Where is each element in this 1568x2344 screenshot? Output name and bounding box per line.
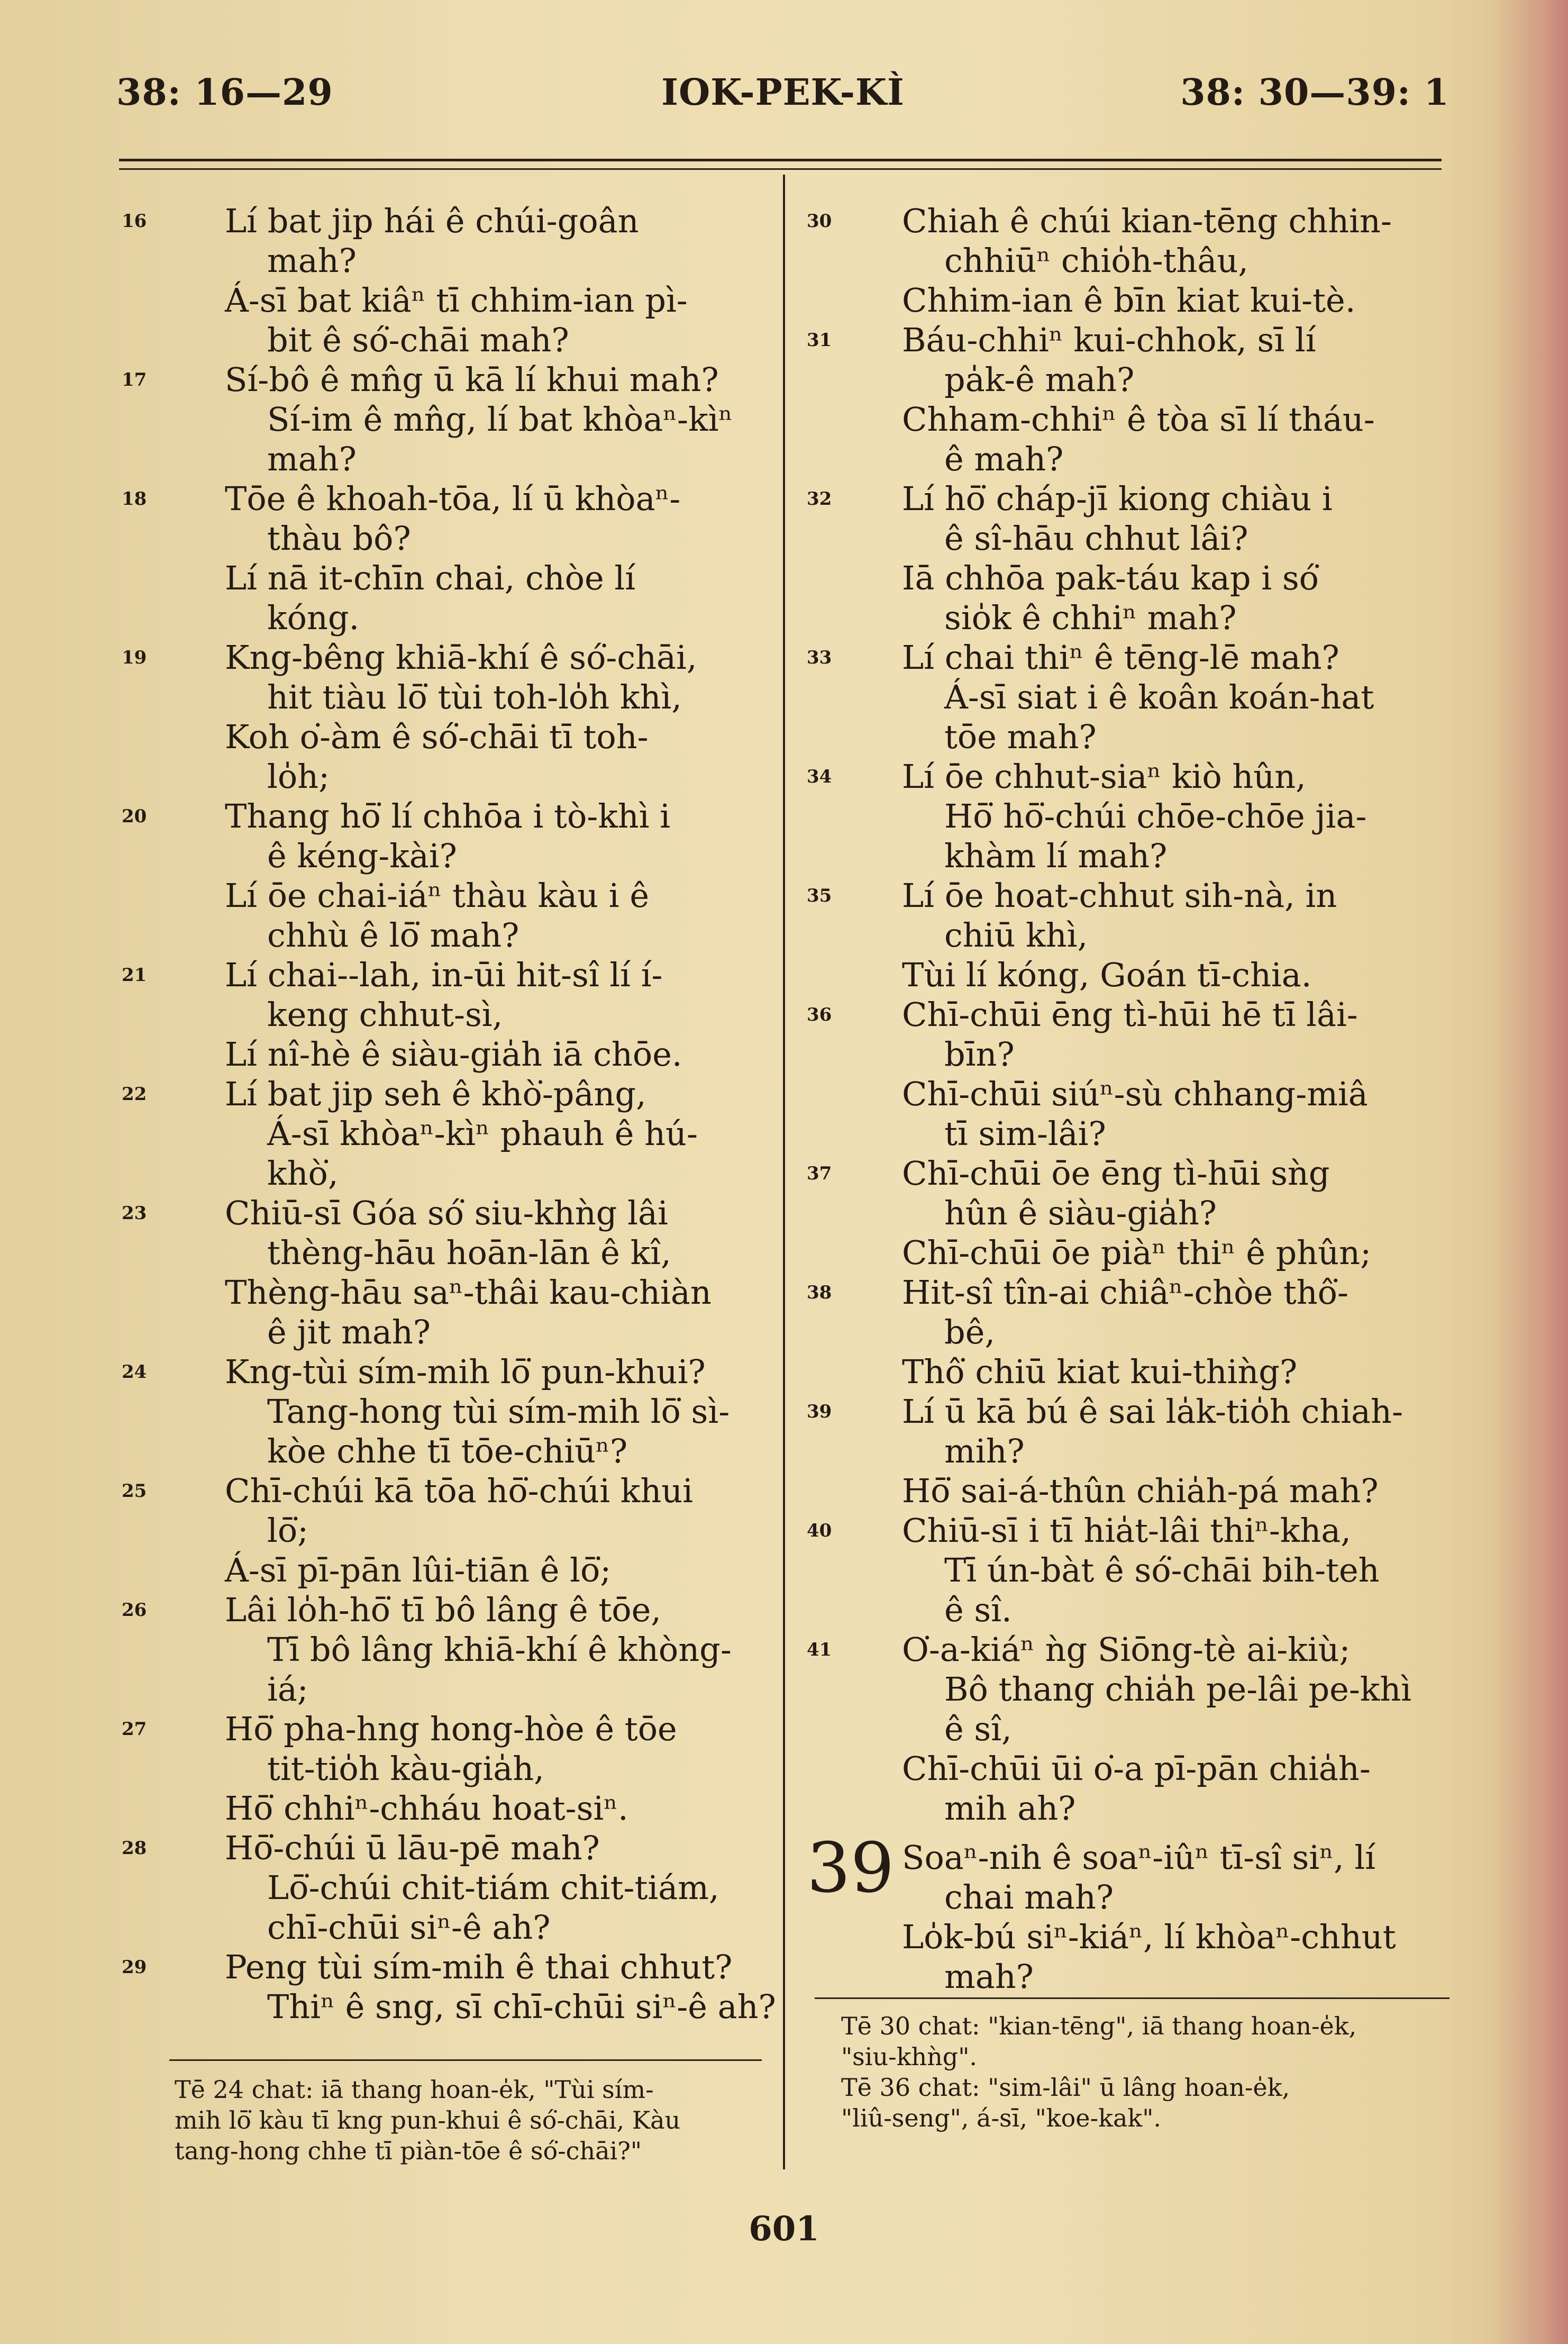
verse-line: Lí chai thiⁿ ê tēng-lē mah? — [902, 638, 1339, 677]
verse-line: kóng. — [267, 598, 360, 637]
verse-block — [122, 1947, 776, 2027]
footnote-rule-right — [815, 1997, 1450, 1999]
verse-line: Thô͘ chiū kiat kui-thiǹg? — [902, 1352, 1298, 1391]
verse-line: Chī-chūi ōe ēng tì-hūi sǹg — [902, 1154, 1330, 1193]
verse-block — [122, 1709, 767, 1788]
verse-block — [122, 1828, 767, 1947]
verse-line: Chiū-sī i tī hia̍t-lâi thiⁿ-kha, — [902, 1511, 1351, 1550]
footnote-right — [841, 2011, 1450, 2133]
page-edge-stain — [1494, 0, 1568, 2344]
verse-line: khàm lí mah? — [944, 837, 1168, 875]
verse-block — [122, 1471, 767, 1550]
verse-line: Thèng-hāu saⁿ-thâi kau-chiàn — [225, 1273, 712, 1312]
verse-block — [807, 280, 1457, 320]
verse-line: Lí bat jip seh ê khò͘-pâng, — [225, 1075, 646, 1113]
book-title: IOK-PEK-KÌ — [661, 71, 905, 114]
verse-line: Á-sī khòaⁿ-kìⁿ phauh ê hú- — [267, 1114, 698, 1153]
verse-number: 24 — [122, 1361, 147, 1383]
verse-line: Báu-chhiⁿ kui-chhok, sī lí — [902, 321, 1316, 359]
verse-line: thèng-hāu hoān-lān ê kî, — [267, 1233, 671, 1272]
header-verse-range-right: 38: 30—39: 1 — [1180, 71, 1450, 114]
verse-line: bit ê só͘-chāi mah? — [267, 321, 569, 359]
verse-number: 27 — [122, 1719, 147, 1740]
verse-line: thàu bô? — [267, 519, 411, 558]
verse-line: Hō͘-chúi ū lāu-pē mah? — [225, 1829, 600, 1867]
verse-line: keng chhut-sì, — [267, 995, 503, 1034]
verse-line: chhiūⁿ chio̍h-thâu, — [944, 241, 1249, 280]
verse-line: khò͘, — [267, 1154, 339, 1193]
verse-line: Chī-chúi kā tōa hō͘-chúi khui — [225, 1471, 694, 1510]
verse-line: mah? — [267, 440, 357, 478]
verse-line: Koh o͘-àm ê só͘-chāi tī toh- — [225, 717, 649, 756]
verse-line: sio̍k ê chhiⁿ mah? — [944, 598, 1237, 637]
footnote-line: "siu-khǹg". — [841, 2042, 977, 2071]
verse-block — [807, 1352, 1457, 1392]
verse-block — [122, 717, 767, 796]
footnote-line: tang-hong chhe tī piàn-tōe ê só͘-chāi?" — [175, 2137, 642, 2165]
verse-line: Lí ōe chai-iáⁿ thàu kàu i ê — [225, 876, 650, 915]
verse-line: chiū khì, — [944, 916, 1088, 955]
verse-number: 25 — [122, 1480, 147, 1502]
verse-line: Tang-hong tùi sím-mih lō͘ sì- — [267, 1392, 730, 1431]
verse-line: chī-chūi siⁿ-ê ah? — [267, 1908, 551, 1947]
verse-block — [807, 955, 1457, 995]
verse-line: bīn? — [944, 1035, 1015, 1074]
verse-number: 19 — [122, 647, 147, 668]
verse-line: ê jit mah? — [267, 1313, 431, 1351]
verse-block — [122, 558, 767, 638]
verse-number: 40 — [807, 1520, 832, 1541]
verse-line: Chī-chūi ōe piàⁿ thiⁿ ê phûn; — [902, 1233, 1371, 1272]
verse-line: Á-sī siat i ê koân koán-hat — [944, 678, 1374, 716]
verse-line: Hit-sî tîn-ai chiâⁿ-chòe thô͘- — [902, 1273, 1348, 1312]
verse-line: tit-tio̍h kàu-gia̍h, — [267, 1749, 544, 1788]
verse-line: lō͘; — [267, 1511, 309, 1550]
verse-line: hûn ê siàu-gia̍h? — [944, 1194, 1217, 1232]
verse-number: 30 — [807, 211, 832, 232]
verse-line: kòe chhe tī tōe-chiūⁿ? — [267, 1432, 628, 1470]
verse-block — [122, 1590, 767, 1709]
verse-block — [807, 1749, 1457, 1828]
verse-line: Chiah ê chúi kian-tēng chhin- — [902, 202, 1392, 240]
verse-line: Lâi lo̍h-hō͘ tī bô lâng ê tōe, — [225, 1591, 662, 1629]
verse-line: Peng tùi sím-mih ê thai chhut? — [225, 1948, 733, 1986]
verse-number: 21 — [122, 965, 147, 986]
verse-block — [122, 479, 767, 558]
footnote-line: Tē 24 chat: iā thang hoan-e̍k, "Tùi sím- — [175, 2075, 654, 2104]
footnote-line: "liû-seng", á-sī, "koe-kak". — [841, 2104, 1162, 2132]
verse-block — [807, 399, 1457, 479]
verse-block — [807, 479, 1457, 558]
verse-line: Chī-chūi ēng tì-hūi hē tī lâi- — [902, 995, 1358, 1034]
verse-number: 26 — [122, 1600, 147, 1621]
verse-line: Chham-chhiⁿ ê tòa sī lí tháu- — [902, 400, 1375, 439]
verse-line: Soaⁿ-nih ê soaⁿ-iûⁿ tī-sî siⁿ, lí — [902, 1838, 1376, 1877]
chapter-number: 39 — [807, 1828, 895, 1908]
running-header — [116, 71, 1450, 119]
verse-line: Lí hō͘ cháp-jī kiong chiàu i — [902, 479, 1333, 518]
verse-number: 36 — [807, 1004, 832, 1025]
verse-block — [807, 638, 1457, 757]
verse-number: 31 — [807, 330, 832, 351]
verse-block — [122, 796, 767, 876]
verse-line: Sí-bô ê mn̂g ū kā lí khui mah? — [225, 360, 719, 399]
verse-line: Á-sī pī-pān lûi-tiān ê lō͘; — [225, 1551, 612, 1589]
verse-number: 18 — [122, 488, 147, 510]
verse-line: Chī-chūi ūi o͘-a pī-pān chia̍h- — [902, 1749, 1371, 1788]
verse-line: Lí ōe hoat-chhut sih-nà, in — [902, 876, 1337, 915]
verse-line: Thiⁿ ê sng, sī chī-chūi siⁿ-ê ah? — [267, 1987, 776, 2026]
verse-line: iá; — [267, 1670, 308, 1709]
verse-line: ê kéng-kài? — [267, 837, 457, 875]
verse-line: mah? — [267, 241, 357, 280]
verse-line: Lo̍k-bú siⁿ-kiáⁿ, lí khòaⁿ-chhut — [902, 1918, 1396, 1956]
verse-line: Bô thang chia̍h pe-lâi pe-khì — [944, 1670, 1412, 1709]
verse-block — [807, 757, 1457, 876]
verse-block — [807, 1273, 1457, 1352]
verse-number: 23 — [122, 1203, 147, 1224]
header-verse-range-left: 38: 16—29 — [116, 71, 333, 114]
verse-line: ê mah? — [944, 440, 1064, 478]
verse-line: ê sî-hāu chhut lâi? — [944, 519, 1248, 558]
verse-block — [807, 558, 1457, 638]
verse-line: lo̍h; — [267, 757, 330, 796]
footnote-rule-left — [169, 2059, 762, 2061]
verse-line: pa̍k-ê mah? — [944, 360, 1135, 399]
verse-number: 17 — [122, 369, 147, 390]
verse-block — [122, 1273, 767, 1352]
verse-line: hit tiàu lō͘ tùi toh-lo̍h khì, — [267, 678, 682, 716]
verse-line: tōe mah? — [944, 717, 1097, 756]
verse-block — [807, 1392, 1457, 1471]
footnote-left — [175, 2074, 767, 2166]
verse-line: Kng-tùi sím-mih lō͘ pun-khui? — [225, 1352, 706, 1391]
verse-block — [807, 1153, 1457, 1233]
verse-line: Tī ún-bàt ê só͘-chāi bih-teh — [944, 1551, 1380, 1589]
verse-line: tī sim-lâi? — [944, 1114, 1106, 1153]
verse-line: ê sî. — [944, 1591, 1012, 1629]
verse-block — [122, 1034, 767, 1074]
verse-block — [807, 320, 1457, 399]
verse-line: Hō͘ sai-á-thûn chia̍h-pá mah? — [902, 1471, 1379, 1510]
verse-block — [122, 360, 767, 479]
verse-number: 33 — [807, 647, 832, 668]
verse-number: 38 — [807, 1282, 832, 1303]
verse-line: Lí nî-hè ê siàu-gia̍h iā chōe. — [225, 1035, 682, 1074]
verse-number: 16 — [122, 211, 147, 232]
verse-line: Sí-im ê mn̂g, lí bat khòaⁿ-kìⁿ — [267, 400, 733, 439]
verse-line: Hō͘ chhiⁿ-chháu hoat-siⁿ. — [225, 1789, 628, 1828]
verse-line: Chiū-sī Góa só͘ siu-khǹg lâi — [225, 1194, 668, 1232]
verse-number: 34 — [807, 766, 832, 787]
verse-block — [122, 280, 767, 360]
verse-number: 22 — [122, 1084, 147, 1105]
verse-line: Lí bat jip hái ê chúi-goân — [225, 202, 639, 240]
verse-block — [122, 1788, 767, 1828]
right-column — [807, 201, 1457, 1996]
verse-line: Lí chai--lah, in-ūi hit-sî lí í- — [225, 956, 663, 994]
column-divider — [783, 175, 785, 2169]
verse-line: Kng-bêng khiā-khí ê só͘-chāi, — [225, 638, 697, 677]
verse-block — [807, 995, 1457, 1074]
verse-block — [122, 638, 767, 717]
verse-line: Tùi lí kóng, Goán tī-chia. — [902, 956, 1312, 994]
header-rule-thin — [119, 168, 1442, 170]
verse-line: Á-sī bat kiâⁿ tī chhim-ian pì- — [225, 281, 688, 320]
verse-line: Chhim-ian ê bīn kiat kui-tè. — [902, 281, 1356, 320]
verse-line: Lō͘-chúi chit-tiám chit-tiám, — [267, 1868, 719, 1907]
verse-number: 37 — [807, 1163, 832, 1184]
verse-line: Tōe ê khoah-tōa, lí ū khòaⁿ- — [225, 479, 681, 518]
verse-number: 32 — [807, 488, 832, 510]
footnote-line: Tē 36 chat: "sim-lâi" ū lâng hoan-e̍k, — [841, 2073, 1290, 2102]
verse-block — [807, 201, 1457, 280]
verse-block — [122, 1193, 767, 1273]
footnote-line: Tē 30 chat: "kian-tēng", iā thang hoan-e̍k, — [841, 2012, 1357, 2040]
verse-block — [122, 1550, 767, 1590]
verse-line: O͘-a-kiáⁿ ǹg Siōng-tè ai-kiù; — [902, 1630, 1351, 1669]
verse-block — [807, 1233, 1457, 1273]
verse-line: mih ah? — [944, 1789, 1076, 1828]
verse-line: Hō͘ hō͘-chúi chōe-chōe jia- — [944, 797, 1367, 835]
verse-number: 35 — [807, 885, 832, 906]
verse-line: chai mah? — [944, 1878, 1114, 1916]
verse-line: Hō͘ pha-hng hong-hòe ê tōe — [225, 1710, 677, 1748]
verse-block — [807, 1511, 1457, 1630]
verse-number: 41 — [807, 1639, 832, 1660]
verse-block — [807, 876, 1457, 955]
verse-block — [122, 955, 767, 1034]
header-rule — [119, 159, 1442, 161]
verse-line: Lí ū kā bú ê sai la̍k-tio̍h chiah- — [902, 1392, 1403, 1431]
verse-block — [807, 1630, 1457, 1749]
verse-line: mih? — [944, 1432, 1025, 1470]
verse-line: chhù ê lō͘ mah? — [267, 916, 519, 955]
verse-line: Iā chhōa pak-táu kap i só͘ — [902, 559, 1319, 597]
verse-block — [122, 201, 767, 280]
page-number: 601 — [749, 2209, 819, 2249]
footnote-line: mih lō͘ kàu tī kng pun-khui ê só͘-chāi, Kàu — [175, 2106, 681, 2134]
verse-line: Chī-chūi siúⁿ-sù chhang-miâ — [902, 1075, 1368, 1113]
chapter-39-opening — [807, 1828, 1457, 1996]
verse-line: Thang hō͘ lí chhōa i tò-khì i — [225, 797, 671, 835]
left-column — [122, 201, 776, 2027]
verse-block — [122, 1074, 767, 1193]
verse-number: 29 — [122, 1957, 147, 1978]
verse-number: 20 — [122, 806, 147, 827]
verse-block — [122, 876, 767, 955]
verse-block — [807, 1074, 1457, 1153]
verse-number: 28 — [122, 1838, 147, 1859]
verse-line: Lí nā it-chīn chai, chòe lí — [225, 559, 636, 597]
verse-number: 39 — [807, 1401, 832, 1422]
verse-line: bê, — [944, 1313, 996, 1351]
verse-line: Lí ōe chhut-siaⁿ kiò hûn, — [902, 757, 1306, 796]
verse-line: Tī bô lâng khiā-khí ê khòng- — [267, 1630, 732, 1669]
verse-line: ê sî, — [944, 1710, 1012, 1748]
verse-block — [122, 1352, 767, 1471]
verse-line: mah? — [944, 1957, 1034, 1996]
verse-block — [807, 1471, 1457, 1511]
